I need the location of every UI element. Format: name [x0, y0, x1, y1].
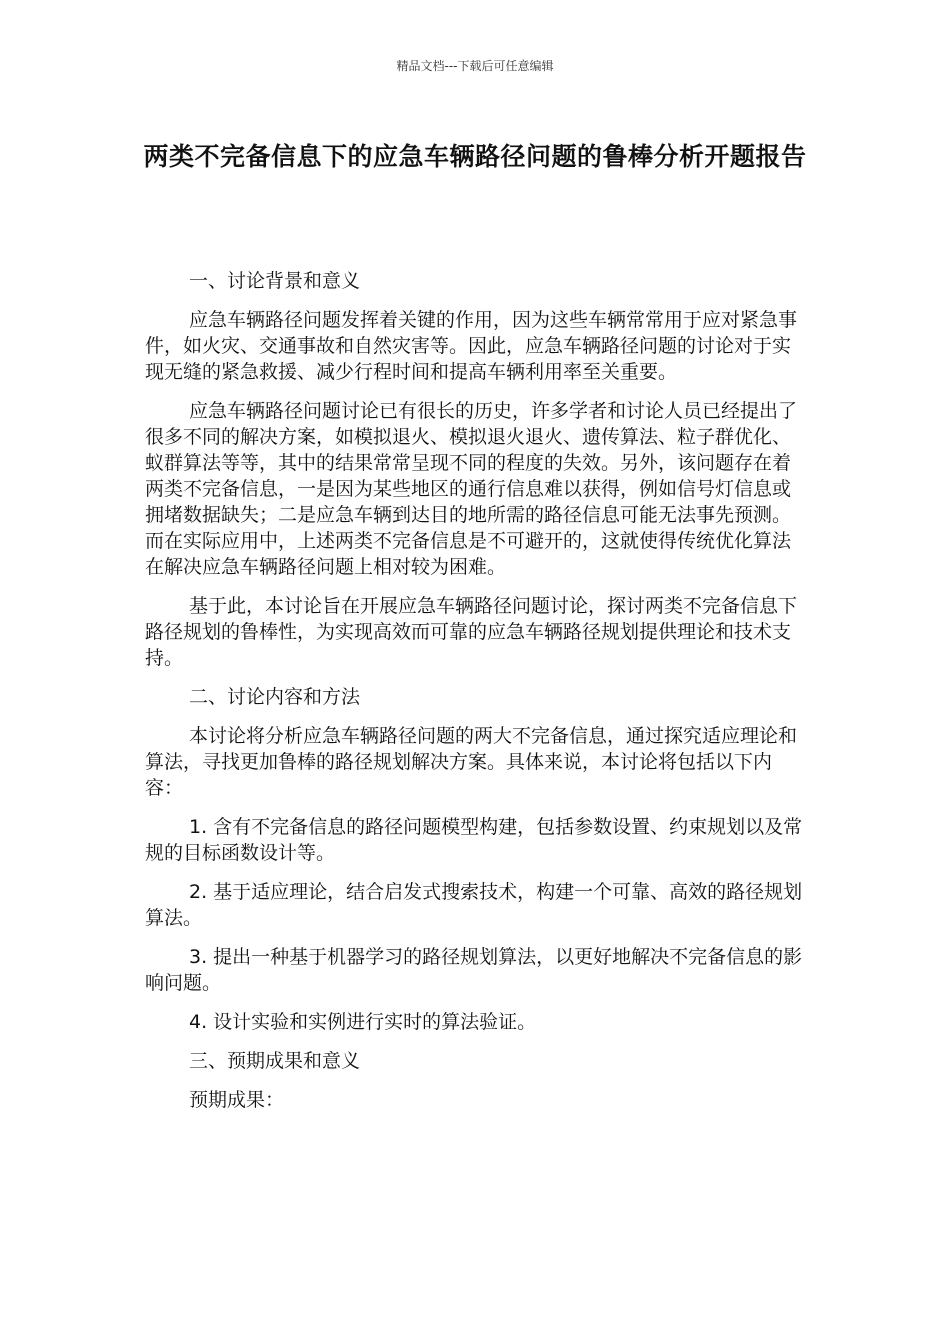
document-title: 两类不完备信息下的应急车辆路径问题的鲁棒分析开题报告	[143, 142, 807, 171]
paragraph: 应急车辆路径问题讨论已有很长的历史，许多学者和讨论人员已经提出了很多不同的解决方案，如模拟退火、模拟退火退火、遗传算法、粒子群优化、蚁群算法等等，其中的结果常常呈现不同的程度的失效。另外，该问题存在着两类不完备信息，一是因为某些地区的通行信息难以获得，例如信号灯信息或拥堵数据缺失；二是应急车辆到达目的地所需的路径信息可能无法事先预测。而在实际应用中，上述两类不完备信息是不可避开的，这就使得传统优化算法在解决应急车辆路径问题上相对较为困难。	[145, 400, 798, 578]
paragraph: 本讨论将分析应急车辆路径问题的两大不完备信息，通过探究适应理论和算法，寻找更加鲁棒的路径规划解决方案。具体来说，本讨论将包括以下内容：	[145, 725, 798, 799]
section-heading-expected-results: 三、预期成果和意义	[189, 1050, 361, 1072]
section-heading-background: 一、讨论背景和意义	[189, 270, 361, 292]
paragraph: 基于此，本讨论旨在开展应急车辆路径问题讨论，探讨两类不完备信息下路径规划的鲁棒性，为实现高效而可靠的应急车辆路径规划提供理论和技术支持。	[145, 595, 798, 669]
list-item: 2. 基于适应理论，结合启发式搜索技术，构建一个可靠、高效的路径规划算法。	[145, 881, 803, 929]
list-item: 4. 设计实验和实例进行实时的算法验证。	[189, 1011, 537, 1033]
list-item: 3. 提出一种基于机器学习的路径规划算法，以更好地解决不完备信息的影响问题。	[145, 946, 803, 994]
header-note: 精品文档---下载后可任意编辑	[396, 59, 554, 73]
paragraph: 预期成果：	[189, 1089, 285, 1111]
document-body	[145, 268, 807, 1126]
section-heading-content-method: 二、讨论内容和方法	[189, 686, 361, 708]
paragraph: 应急车辆路径问题发挥着关键的作用，因为这些车辆常常用于应对紧急事件，如火灾、交通事故和自然灾害等。因此，应急车辆路径问题的讨论对于实现无缝的紧急救援、减少行程时间和提高车辆利用率至关重要。	[145, 309, 798, 383]
list-item: 1. 含有不完备信息的路径问题模型构建，包括参数设置、约束规划以及常规的目标函数设计等。	[145, 816, 803, 864]
